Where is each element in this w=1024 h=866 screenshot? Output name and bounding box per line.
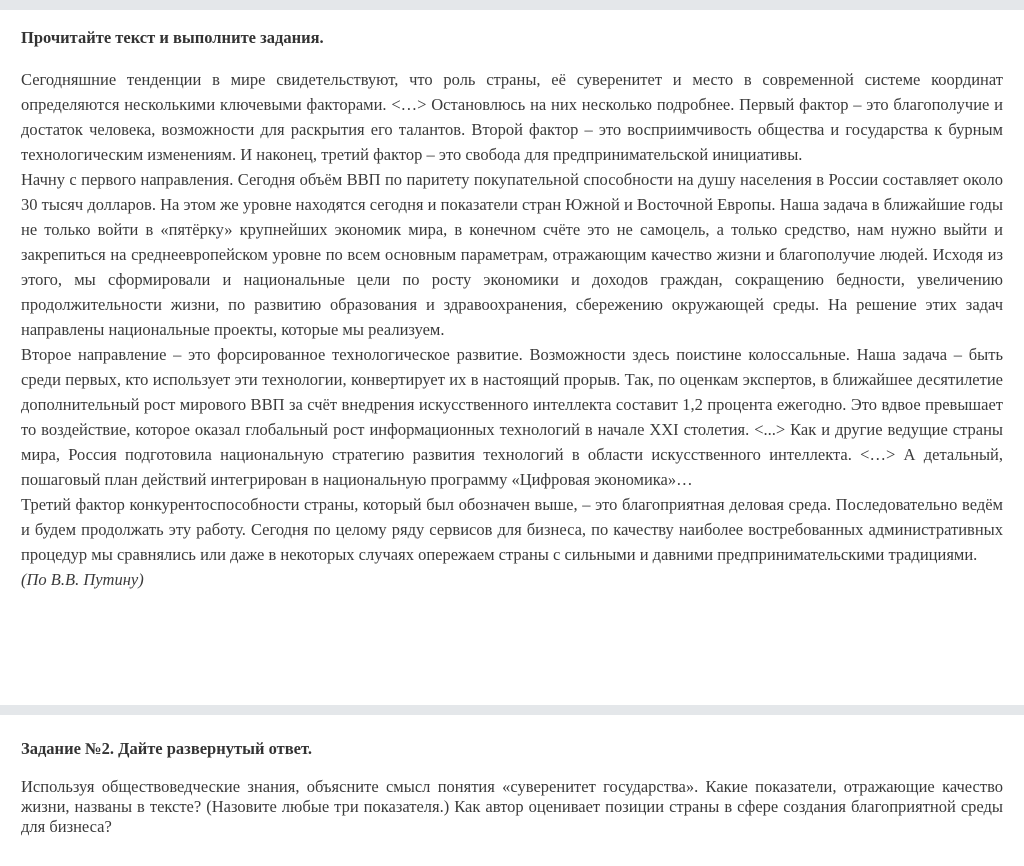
passage-paragraph-1: Сегодняшние тенденции в мире свидетельствуют, что роль страны, её суверенитет и место в современной системе координат определяются несколькими ключевыми факторами. <…> Остановлюсь на них несколько подробнее. Первый фактор – это благополучие и достаток человека, возможности для раскрытия его талантов. Второй фактор – это восприимчивость общества и государства к бурным технологическим изменениям. И наконец, третий фактор – это свобода для предпринимательской инициативы. [21,70,1003,164]
passage-paragraph-3: Второе направление – это форсированное технологическое развитие. Возможности здесь поистине колоссальные. Наша задача – быть среди первых, кто использует эти технологии, конвертирует их в настоящий прорыв. Так, по оценкам экспертов, в ближайшее десятилетие дополнительный рост мирового ВВП за счёт внедрения искусственного интеллекта составит 1,2 процента ежегодно. Это вдвое превышает то воздействие, которое оказал глобальный рост информационных технологий в начале XXI столетия. <...> Как и другие ведущие страны мира, Россия подготовила национальную стратегию развития технологий в области искусственного интеллекта. <…> А детальный, пошаговый план действий интегрирован в национальную программу «Цифровая экономика»… [21,345,1003,489]
reading-heading: Прочитайте текст и выполните задания. [21,28,324,47]
task-heading: Задание №2. Дайте развернутый ответ. [21,739,312,758]
passage-author: (По В.В. Путину) [21,570,144,589]
top-divider [0,0,1024,10]
reading-panel [0,10,1024,705]
passage-paragraph-2: Начну с первого направления. Сегодня объём ВВП по паритету покупательной способности на душу населения в России составляет около 30 тысяч долларов. На этом же уровне находятся сегодня и показатели стран Южной и Восточной Европы. Наша задача в ближайшие годы не только войти в «пятёрку» крупнейших экономик мира, в конечном счёте это не самоцель, а только средство, нам нужно выйти и закрепиться на среднеевропейском уровне по всем основным параметрам, отражающим качество жизни и благополучие людей. Исходя из этого, мы сформировали и национальные цели по росту экономики и доходов граждан, сокращению бедности, увеличению продолжительности жизни, по развитию образования и здравоохранения, сбережению окружающей среды. На решение этих задач направлены национальные проекты, которые мы реализуем. [21,170,1003,339]
task-panel [0,715,1024,866]
task-question: Используя обществоведческие знания, объясните смысл понятия «суверенитет государства». Какие показатели, отражающие качество жизни, названы в тексте? (Назовите любые три показателя.) Как автор оценивает позиции страны в сфере создания благоприятной среды для бизнеса? [21,777,1003,836]
passage-paragraph-4: Третий фактор конкурентоспособности страны, который был обозначен выше, – это благоприятная деловая среда. Последовательно ведём и будем продолжать эту работу. Сегодня по целому ряду сервисов для бизнеса, по качеству наиболее востребованных административных процедур мы сравнялись или даже в некоторых случаях опережаем страны с сильными и давними предпринимательскими традициями. [21,495,1003,564]
reading-passage [21,67,1003,592]
section-divider [0,705,1024,715]
